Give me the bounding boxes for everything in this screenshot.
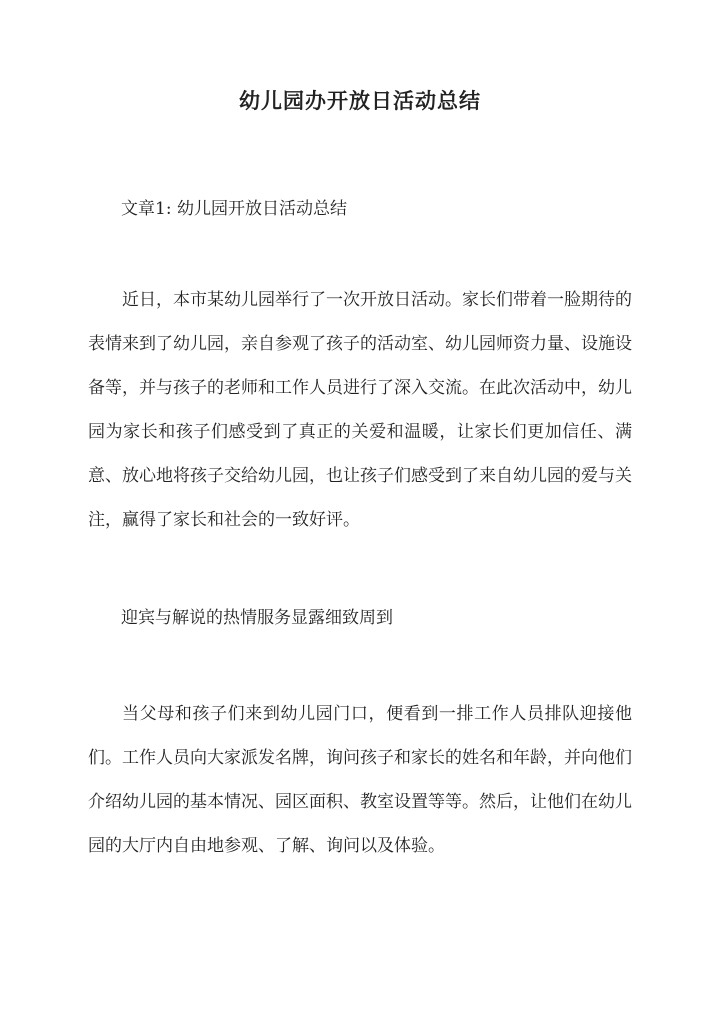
paragraph-welcome: 当父母和孩子们来到幼儿园门口，便看到一排工作人员排队迎接他们。工作人员向大家派发名牌，询问孩子和家长的姓名和年龄，并向他们介绍幼儿园的基本情况、园区面积、教室设置等等。然后，让他们在幼儿园的大厅内自由地参观、了解、询问以及体验。 bbox=[88, 704, 632, 856]
document-title: 幼儿园办开放日活动总结 bbox=[239, 88, 481, 113]
section-heading: 迎宾与解说的热情服务显露细致周到 bbox=[121, 608, 393, 628]
paragraph-intro: 近日，本市某幼儿园举行了一次开放日活动。家长们带着一脸期待的表情来到了幼儿园，亲自参观了孩子的活动室、幼儿园师资力量、设施设备等，并与孩子的老师和工作人员进行了深入交流。在此次活动中，幼儿园为家长和孩子们感受到了真正的关爱和温暖，让家长们更加信任、满意、放心地将孩子交给幼儿园，也让孩子们感受到了来自幼儿园的爱与关注，赢得了家长和社会的一致好评。 bbox=[88, 290, 632, 530]
article-subtitle: 文章1: 幼儿园开放日活动总结 bbox=[121, 199, 347, 219]
